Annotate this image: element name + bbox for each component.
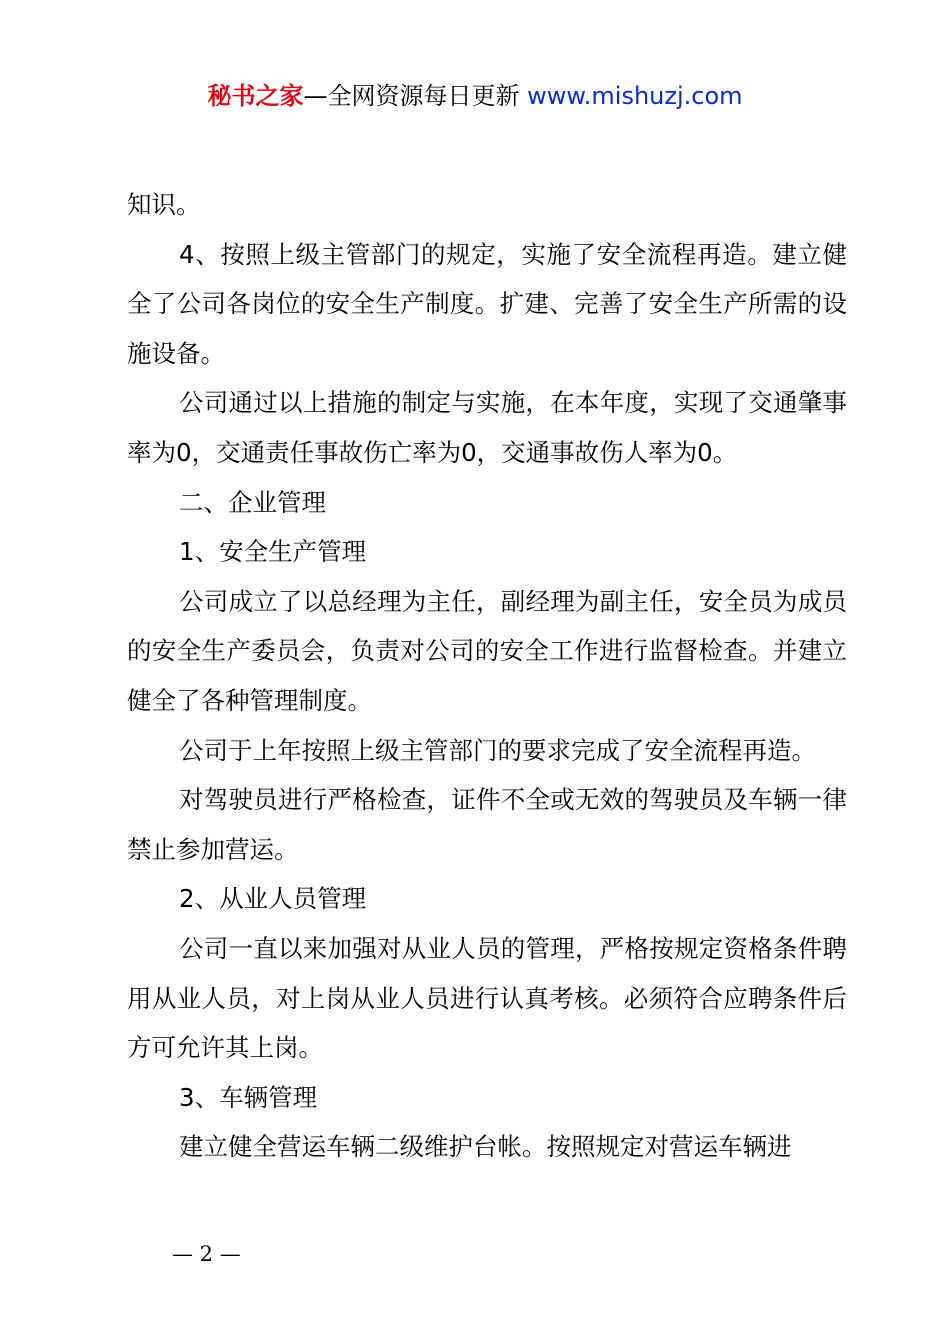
paragraph-item-4: 4、按照上级主管部门的规定，实施了安全流程再造。建立健全了公司各岗位的安全生产制度。扩建、完善了安全生产所需的设施设备。 xyxy=(127,239,847,368)
site-url-link[interactable]: www.mishuzj.com xyxy=(527,82,743,110)
site-header xyxy=(0,80,950,112)
subheading-safety-production: 1、安全生产管理 xyxy=(179,537,367,567)
paragraph-process-reengineering: 公司于上年按照上级主管部门的要求完成了安全流程再造。 xyxy=(179,735,816,765)
document-body xyxy=(127,180,847,1172)
paragraph-staff-hiring: 公司一直以来加强对从业人员的管理，严格按规定资格条件聘用从业人员，对上岗从业人员进行认真考核。必须符合应聘条件后方可允许其上岗。 xyxy=(127,933,847,1063)
paragraph-driver-inspection: 对驾驶员进行严格检查，证件不全或无效的驾驶员及车辆一律禁止参加营运。 xyxy=(127,785,847,864)
paragraph-safety-results: 公司通过以上措施的制定与实施，在本年度，实现了交通肇事率为0，交通责任事故伤亡率为0，交通事故伤人率为0。 xyxy=(127,388,847,467)
paragraph-vehicle-maintenance: 建立健全营运车辆二级维护台帐。按照规定对营运车辆进 xyxy=(179,1132,792,1162)
site-brand: 秘书之家 xyxy=(207,82,304,110)
site-slogan: —全网资源每日更新 xyxy=(303,82,520,110)
paragraph-continuation: 知识。 xyxy=(127,190,201,219)
page-number: — 2 — xyxy=(172,1242,241,1266)
paragraph-safety-committee: 公司成立了以总经理为主任，副经理为副主任，安全员为成员的安全生产委员会，负责对公司的安全工作进行监督检查。并建立健全了各种管理制度。 xyxy=(127,586,847,715)
section-heading-enterprise-management: 二、企业管理 xyxy=(179,487,326,517)
subheading-vehicle-management: 3、车辆管理 xyxy=(179,1082,318,1112)
subheading-staff-management: 2、从业人员管理 xyxy=(179,884,367,914)
